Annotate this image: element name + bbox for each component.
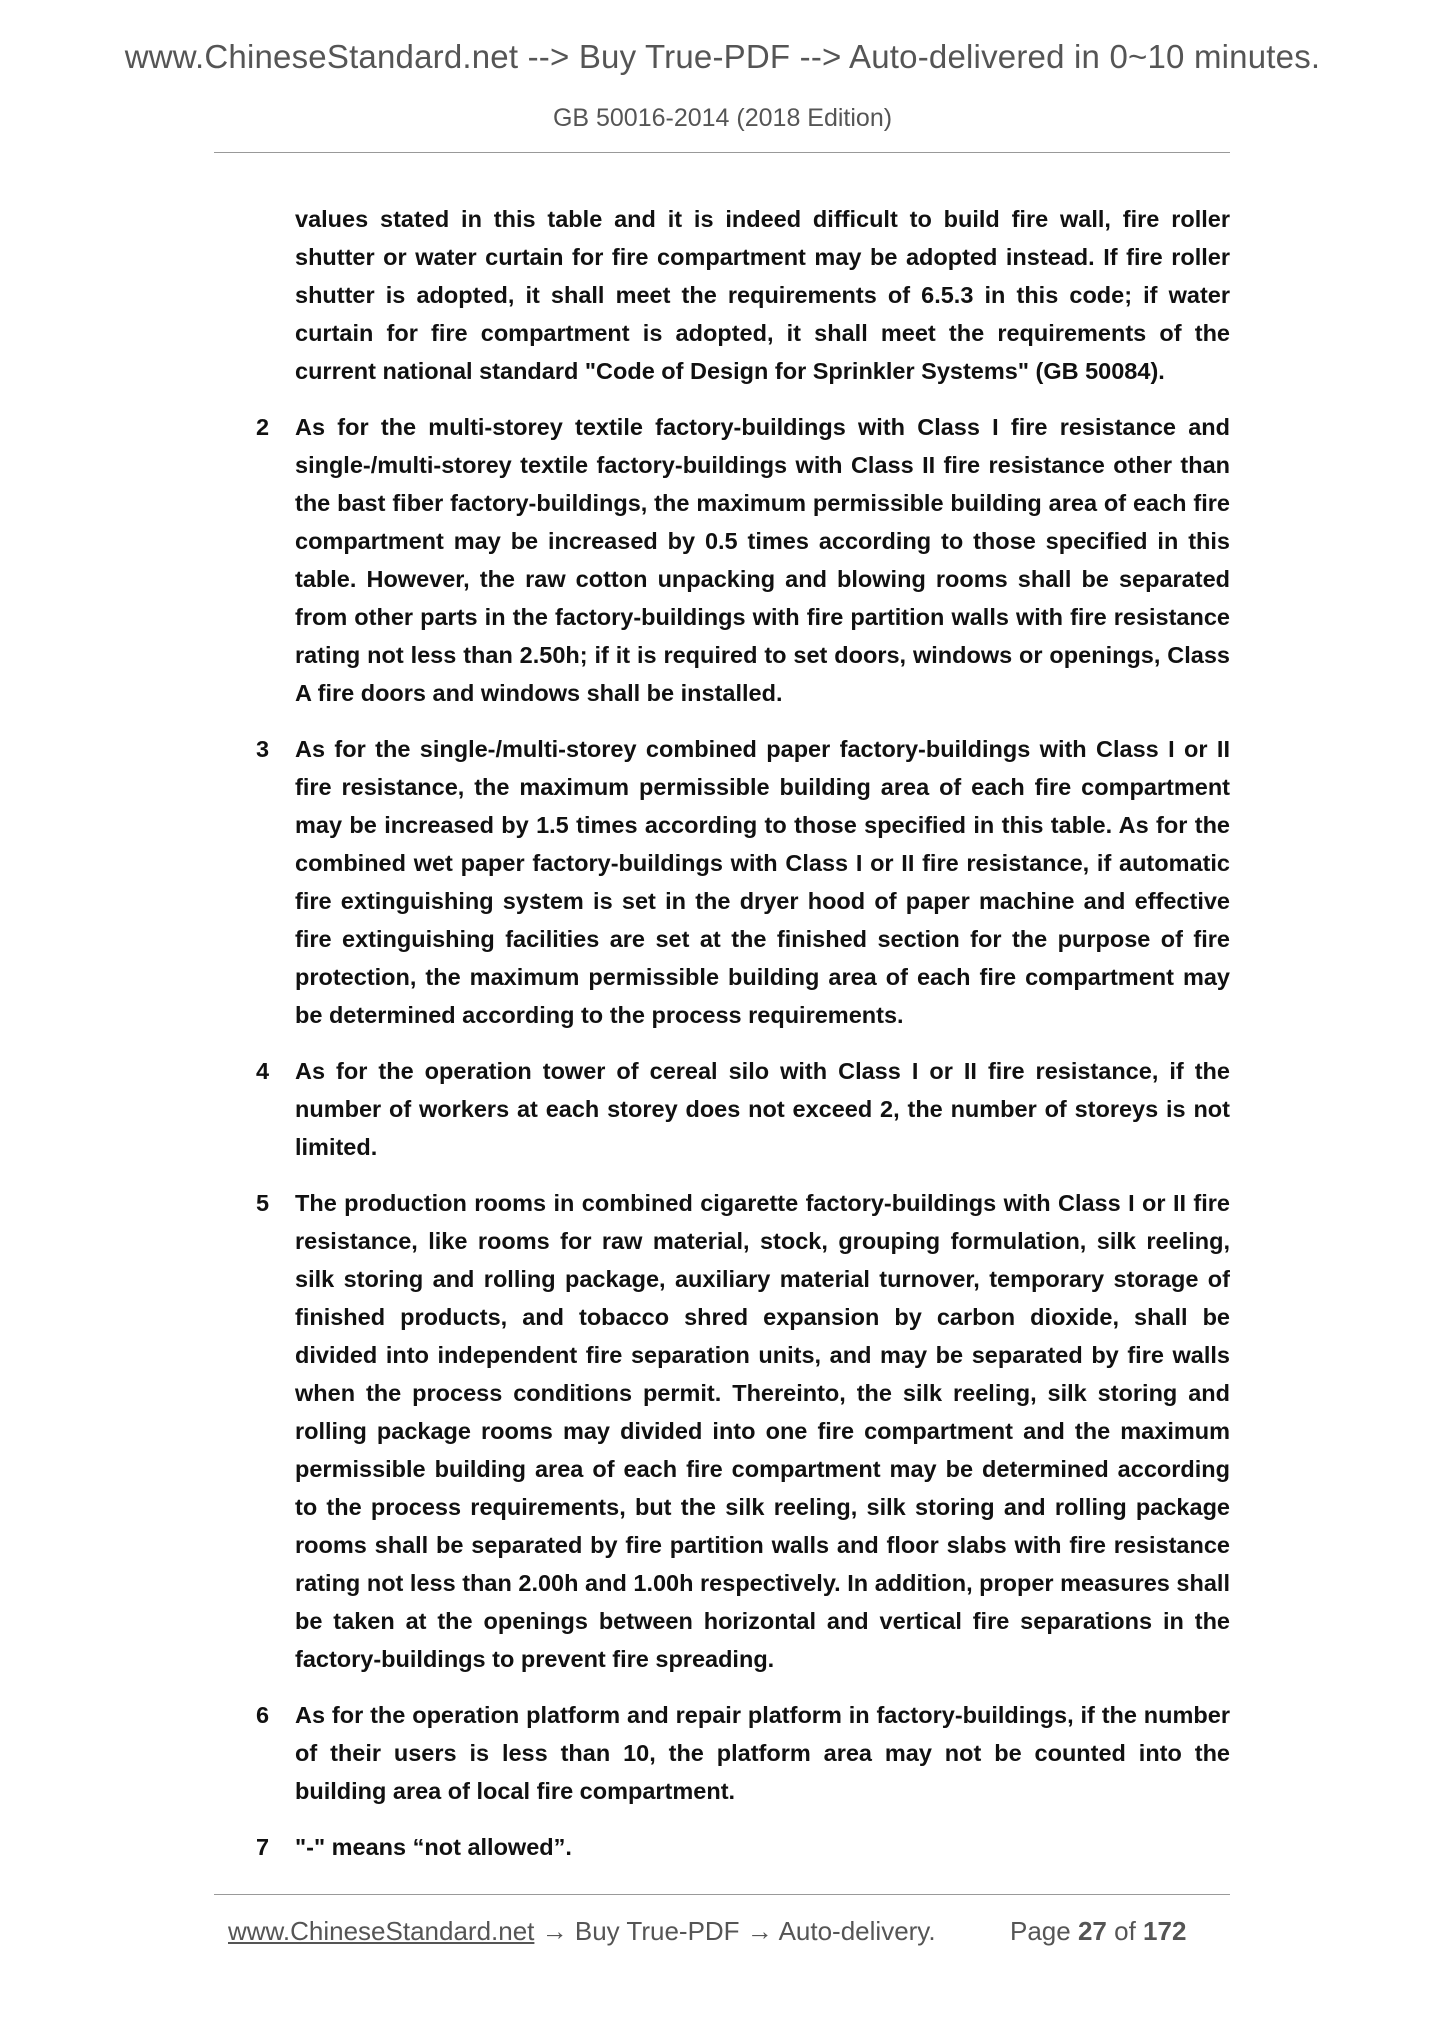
page-total-number: 172 — [1143, 1916, 1187, 1946]
note-item — [250, 1184, 1230, 1678]
note-number: 7 — [256, 1834, 270, 1860]
site-banner: www.ChineseStandard.net --> Buy True-PDF --> Auto-delivered in 0~10 minutes. — [124, 38, 1321, 75]
page-indicator — [1010, 1916, 1186, 1947]
note-text: As for the multi-storey textile factory-buildings with Class I fire resistance and single-/multi-storey textile factory-buildings with Class II fire resistance other than the bast fiber factory-buildings, the maximum permissible building area of each fire compartment may be increased by 0.5 times according to those specified in this table. However, the raw cotton unpacking and blowing rooms shall be separated from other parts in the factory-buildings with fire partition walls with fire resistance rating not less than 2.50h; if it is required to set doors, windows or openings, Class A fire doors and windows shall be installed. — [295, 414, 1230, 706]
page-label: Page — [1010, 1916, 1071, 1946]
note-item — [250, 1052, 1230, 1166]
continuation-paragraph: values stated in this table and it is indeed difficult to build fire wall, fire roller shutter or water curtain for fire compartment may be adopted instead. If fire roller shutter is adopted, it shall meet the requirements of 6.5.3 in this code; if water curtain for fire compartment is adopted, it shall meet the requirements of the current national standard "Code of Design for Sprinkler Systems" (GB 50084). — [295, 206, 1230, 384]
footer-site-link[interactable]: www.ChineseStandard.net — [228, 1916, 535, 1946]
note-item — [250, 408, 1230, 712]
note-item — [250, 730, 1230, 1034]
note-number: 4 — [256, 1058, 270, 1084]
footer-promo-text: → Buy True-PDF → Auto-delivery. — [534, 1916, 936, 1946]
footer-divider — [214, 1894, 1230, 1895]
document-body — [250, 200, 1230, 1884]
note-text: As for the operation tower of cereal silo with Class I or II fire resistance, if the number of workers at each storey does not exceed 2, the number of storeys is not limited. — [295, 1058, 1230, 1160]
note-text: As for the single-/multi-storey combined paper factory-buildings with Class I or II fire resistance, the maximum permissible building area of each fire compartment may be increased by 1.5 times according to those specified in this table. As for the combined wet paper factory-buildings with Class I or II fire resistance, if automatic fire extinguishing system is set in the dryer hood of paper machine and effective fire extinguishing facilities are set at the finished section for the purpose of fire protection, the maximum permissible building area of each fire compartment may be determined according to the process requirements. — [295, 736, 1230, 1028]
note-number: 3 — [256, 736, 270, 762]
note-item — [250, 1696, 1230, 1810]
page-of-label: of — [1114, 1916, 1136, 1946]
note-item — [250, 1828, 1230, 1866]
note-text: The production rooms in combined cigarette factory-buildings with Class I or II fire resistance, like rooms for raw material, stock, grouping formulation, silk reeling, silk storing and rolling package, auxiliary material turnover, temporary storage of finished products, and tobacco shred expansion by carbon dioxide, shall be divided into independent fire separation units, and may be separated by fire walls when the process conditions permit. Thereinto, the silk reeling, silk storing and rolling package rooms may divided into one fire compartment and the maximum permissible building area of each fire compartment may be determined according to the process requirements, but the silk reeling, silk storing and rolling package rooms shall be separated by fire partition walls and floor slabs with fire resistance rating not less than 2.00h and 1.00h respectively. In addition, proper measures shall be taken at the openings between horizontal and vertical fire separations in the factory-buildings to prevent fire spreading. — [295, 1190, 1230, 1672]
note-number: 5 — [256, 1190, 270, 1216]
note-number: 6 — [256, 1702, 270, 1728]
note-number: 2 — [256, 414, 270, 440]
page-current-number: 27 — [1077, 1916, 1107, 1946]
page-footer — [228, 1916, 1228, 1947]
note-text: As for the operation platform and repair platform in factory-buildings, if the number of their users is less than 10, the platform area may not be counted into the building area of local fire compartment. — [295, 1702, 1230, 1804]
document-code: GB 50016-2014 (2018 Edition) — [552, 104, 893, 132]
header-divider — [214, 152, 1230, 153]
note-text: "-" means “not allowed”. — [295, 1834, 572, 1860]
